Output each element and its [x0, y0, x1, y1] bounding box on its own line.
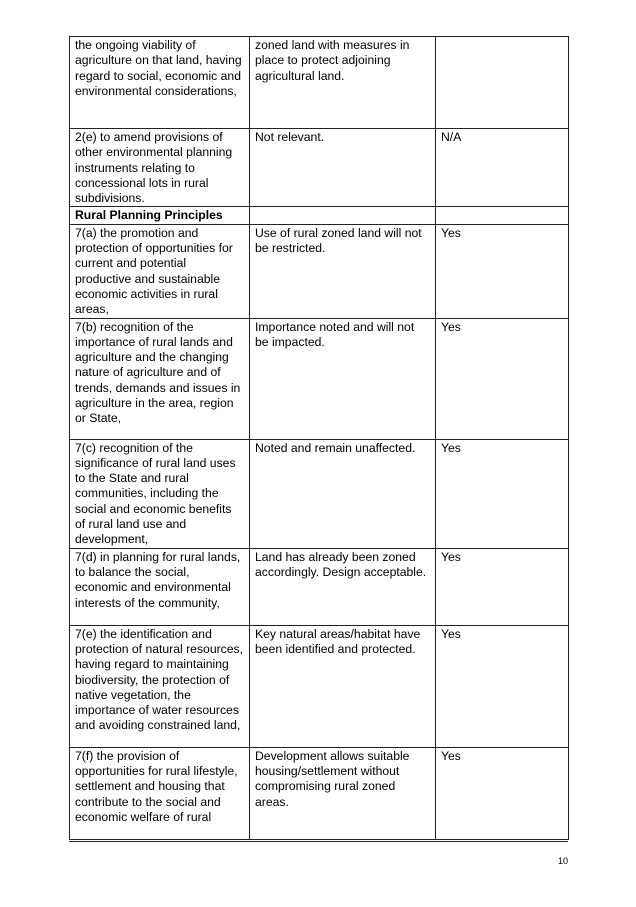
criterion-cell: the ongoing viability of agriculture on that land, having regard to social, economic and environmental considerations, [70, 37, 250, 129]
criterion-cell: 7(e) the identification and protection of natural resources, having regard to maintaining biodiversity, the protection of native vegetation, the importance of water resources and avoiding constrained land, [70, 625, 250, 747]
complies-cell: Yes [436, 625, 569, 747]
complies-cell: Yes [436, 548, 569, 625]
table-row [70, 318, 569, 439]
comment-cell: Importance noted and will not be impacted. [250, 318, 436, 439]
empty-cell [250, 207, 436, 224]
criterion-cell: 7(d) in planning for rural lands, to balance the social, economic and environmental interests of the community, [70, 548, 250, 625]
criterion-cell: 7(c) recognition of the significance of rural land uses to the State and rural communities, including the social and economic benefits of rural land use and development, [70, 439, 250, 548]
section-heading-row [70, 207, 569, 224]
comment-cell: Development allows suitable housing/settlement without compromising rural zoned areas. [250, 747, 436, 839]
complies-cell: Yes [436, 747, 569, 839]
table-row [70, 37, 569, 129]
complies-cell: Yes [436, 318, 569, 439]
compliance-table [69, 36, 569, 840]
table-row [70, 439, 569, 548]
table-row [70, 548, 569, 625]
footer-divider [69, 841, 568, 842]
table-row [70, 224, 569, 318]
comment-cell: Key natural areas/habitat have been identified and protected. [250, 625, 436, 747]
empty-cell [436, 207, 569, 224]
comment-cell: zoned land with measures in place to protect adjoining agricultural land. [250, 37, 436, 129]
criterion-cell: 7(f) the provision of opportunities for rural lifestyle, settlement and housing that contribute to the social and economic welfare of rural [70, 747, 250, 839]
criterion-cell: 2(e) to amend provisions of other environmental planning instruments relating to concessional lots in rural subdivisions. [70, 129, 250, 207]
complies-cell [436, 37, 569, 129]
section-heading: Rural Planning Principles [70, 207, 250, 224]
comment-cell: Land has already been zoned accordingly. Design acceptable. [250, 548, 436, 625]
complies-cell: N/A [436, 129, 569, 207]
criterion-cell: 7(a) the promotion and protection of opportunities for current and potential productive and sustainable economic activities in rural areas, [70, 224, 250, 318]
complies-cell: Yes [436, 224, 569, 318]
page-number: 10 [557, 856, 568, 866]
table-row [70, 129, 569, 207]
comment-cell: Not relevant. [250, 129, 436, 207]
table-row [70, 625, 569, 747]
complies-cell: Yes [436, 439, 569, 548]
comment-cell: Noted and remain unaffected. [250, 439, 436, 548]
criterion-cell: 7(b) recognition of the importance of rural lands and agriculture and the changing nature of agriculture and of trends, demands and issues in agriculture in the area, region or State, [70, 318, 250, 439]
comment-cell: Use of rural zoned land will not be restricted. [250, 224, 436, 318]
table-row [70, 747, 569, 839]
